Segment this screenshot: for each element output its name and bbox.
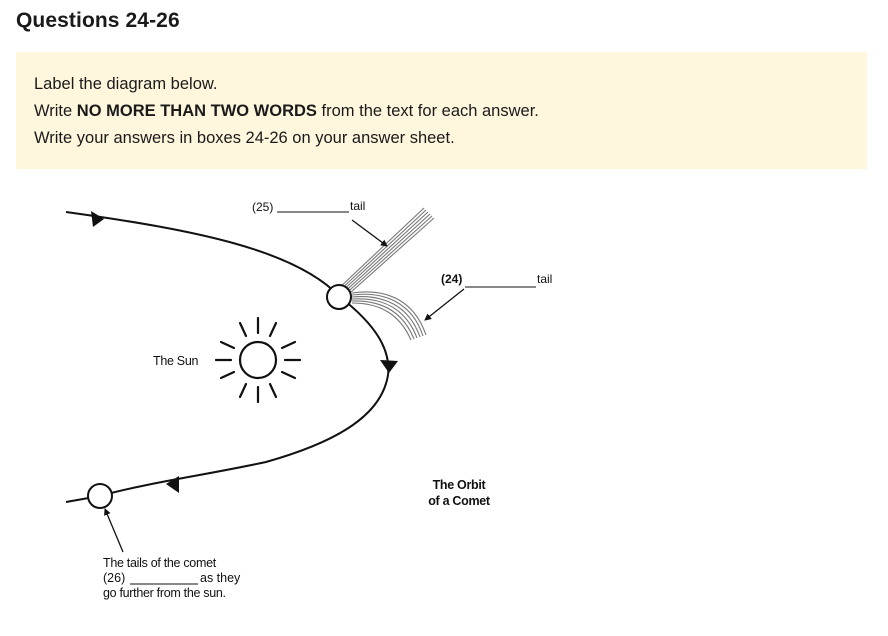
label-25-pointer: [352, 220, 387, 246]
gas-tail: [337, 208, 434, 300]
sun-icon: [216, 318, 300, 402]
diagram-title-line-2: of a Comet: [428, 494, 490, 508]
orbit-direction-arrow-top: [91, 211, 104, 227]
instruction-line-1: Label the diagram below.: [34, 75, 218, 93]
caption-line-2-word: as they: [200, 571, 241, 585]
label-24-word: tail: [537, 272, 553, 286]
instruction-line-3: Write your answers in boxes 24-26 on your answer sheet.: [34, 129, 455, 147]
orbit-direction-arrow-right: [380, 360, 398, 373]
caption-line-1: The tails of the comet: [103, 556, 216, 570]
caption-line-3: go further from the sun.: [103, 586, 226, 600]
label-26-number: (26): [103, 571, 126, 585]
orbit-path: [66, 212, 388, 496]
diagram-title-line-1: The Orbit: [432, 478, 486, 492]
comet-near-sun: [327, 285, 351, 309]
label-24-number: (24): [441, 272, 463, 286]
dust-tail: [352, 292, 426, 340]
instruction-line-2-pre: Write: [34, 102, 77, 120]
comet-far-from-sun: [88, 484, 112, 508]
comet-orbit-diagram: [16, 180, 576, 610]
label-25-word: tail: [350, 199, 366, 213]
instruction-word-limit: NO MORE THAN TWO WORDS: [76, 102, 317, 120]
instruction-line-2-post: from the text for each answer.: [316, 102, 539, 120]
sun-label: The Sun: [153, 354, 199, 368]
page-title: Questions 24-26: [16, 9, 180, 32]
instructions-box: [16, 52, 867, 169]
label-26-pointer: [105, 509, 123, 552]
label-25-number: (25): [252, 200, 274, 214]
label-24-pointer: [425, 289, 464, 320]
orbit-direction-arrow-bottom: [166, 476, 179, 493]
instruction-line-2: [34, 98, 849, 125]
